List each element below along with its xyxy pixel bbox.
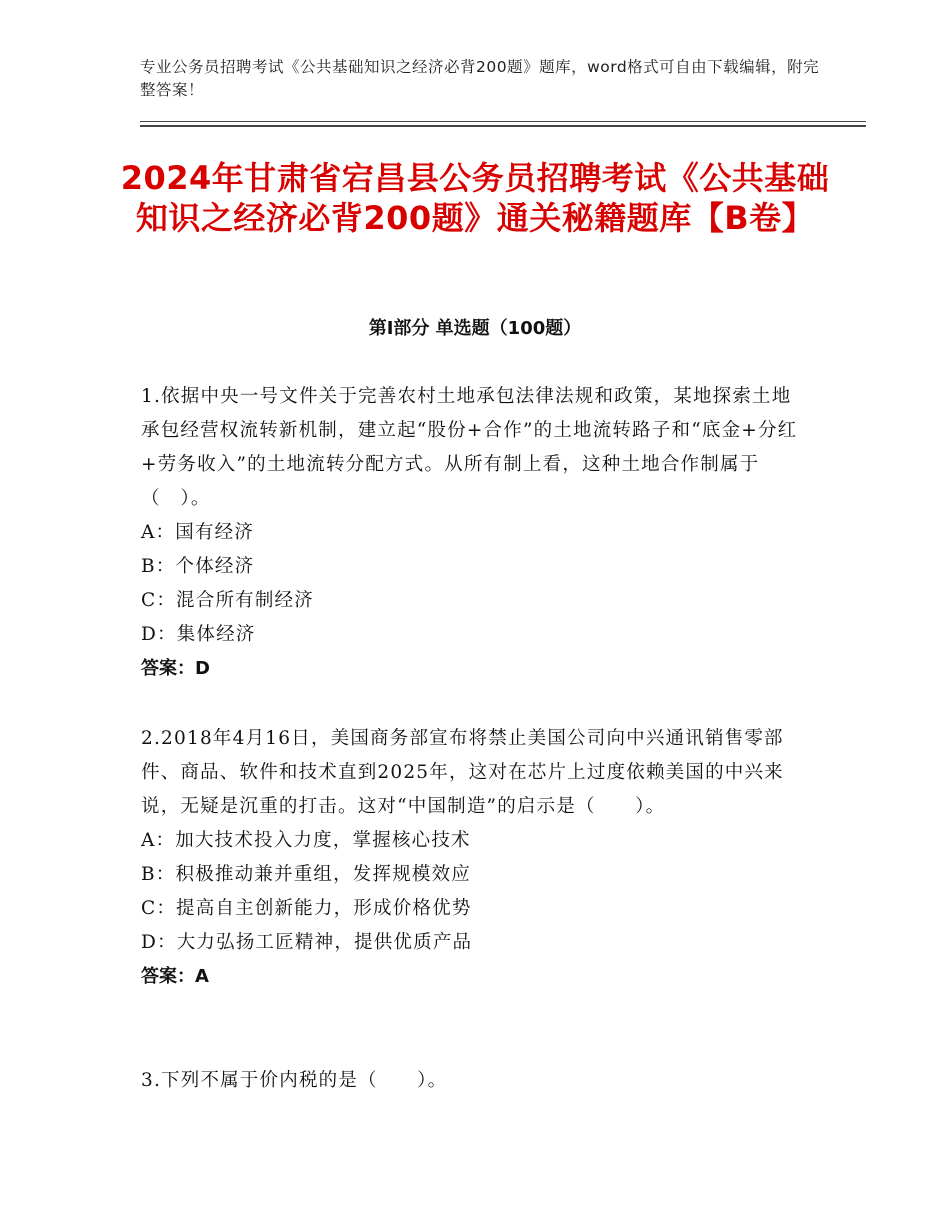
question-1-option-b: B：个体经济 xyxy=(141,556,255,577)
question-2-option-c: C：提高自主创新能力，形成价格优势 xyxy=(141,898,472,919)
question-1-answer: 答案：D xyxy=(141,658,210,679)
question-1-option-d: D：集体经济 xyxy=(141,624,256,645)
question-2 xyxy=(141,722,811,994)
question-3-text: 3.下列不属于价内税的是（ ）。 xyxy=(141,1070,448,1091)
document-title: 2024年甘肃省宕昌县公务员招聘考试《公共基础知识之经济必背200题》通关秘籍题库【B卷】 xyxy=(120,159,830,237)
question-2-option-a: A：加大技术投入力度，掌握核心技术 xyxy=(141,830,471,851)
question-1-option-a: A：国有经济 xyxy=(141,522,255,543)
question-2-option-d: D：大力弘扬工匠精神，提供优质产品 xyxy=(141,932,473,953)
header-divider-thin xyxy=(140,121,866,122)
question-1-option-c: C：混合所有制经济 xyxy=(141,590,314,611)
question-2-text: 2.2018年4月16日，美国商务部宣布将禁止美国公司向中兴通讯销售零部件、商品、软件和技术直到2025年，这对在芯片上过度依赖美国的中兴来说，无疑是沉重的打击。这对“中国制造”的启示是（ ）。 xyxy=(141,728,784,817)
question-3 xyxy=(141,1064,811,1098)
question-1-text: 1.依据中央一号文件关于完善农村土地承包法律法规和政策，某地探索土地承包经营权流转新机制，建立起“股份+合作”的土地流转路子和“底金+分红+劳务收入”的土地流转分配方式。从所有制上看，这种土地合作制属于（ ）。 xyxy=(141,386,798,509)
header-note: 专业公务员招聘考试《公共基础知识之经济必背200题》题库，word格式可自由下载编辑，附完整答案！ xyxy=(140,58,820,99)
header-divider-thick xyxy=(140,125,866,127)
question-2-answer: 答案：A xyxy=(141,966,209,987)
question-1 xyxy=(141,380,811,686)
question-2-option-b: B：积极推动兼并重组，发挥规模效应 xyxy=(141,864,471,885)
section-heading: 第Ⅰ部分 单选题（100题） xyxy=(368,318,582,339)
